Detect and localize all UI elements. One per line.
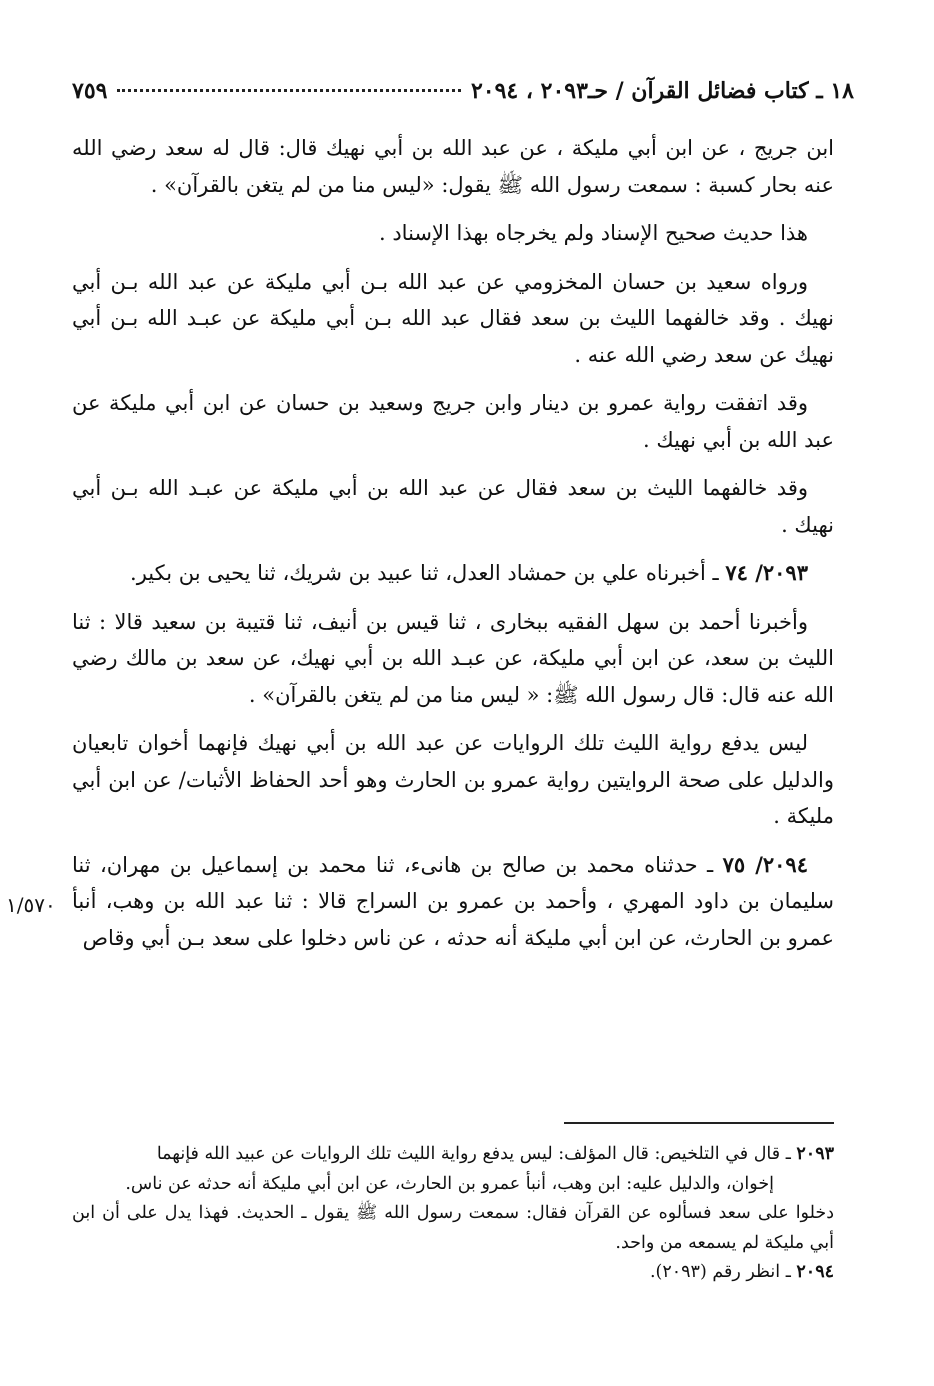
dotted-leader xyxy=(117,89,461,92)
footnotes xyxy=(72,1140,834,1288)
footnote-2094-text: ـ انظر رقم (٢٠٩٣). xyxy=(649,1262,797,1282)
chapter-title: ١٨ ـ كتاب فضائل القرآن / حـ٢٠٩٣ ، ٢٠٩٤ xyxy=(470,78,854,104)
hadith-number-2093: ٢٠٩٣/ ٧٤ xyxy=(725,560,808,585)
footnote-2094 xyxy=(72,1258,834,1288)
main-text xyxy=(72,130,834,968)
paragraph-5: وقد خالفهما الليث بن سعد فقال عن عبد الله بن أبي مليكة عن عبـد الله بـن أبي نهيك . xyxy=(72,476,834,537)
footnote-number-2094: ٢٠٩٤ xyxy=(796,1262,834,1282)
margin-volume-page-note: ١/٥٧٠ xyxy=(6,893,56,917)
paragraph-8: ليس يدفع رواية الليث تلك الروايات عن عبد الله بن أبي نهيك فإنهما أخوان تابعيان والدليل على صحة الروايتين رواية عمرو بن الحارث وهو أحد الحفاظ الأثبات/ عن ابن أبي مليكة . xyxy=(72,731,834,828)
hadith-number-2094: ٢٠٩٤/ ٧٥ xyxy=(722,851,808,877)
hadith-2094 xyxy=(72,847,834,957)
footnote-2093-line-1: ـ قال في التلخيص: قال المؤلف: ليس يدفع رواية الليث تلك الروايات عن عبيد الله فإنهما xyxy=(156,1144,797,1164)
paragraph-7: وأخبرنا أحمد بن سهل الفقيه ببخارى ، ثنا قيس بن أنيف، ثنا قتيبة بن سعيد قالا : ثنا الليث بن سعد، عن ابن أبي مليكة، عن عبـد الله بن أبي نهيك، عن سعد بن مالك رضي الله عنه قال: قال رسول الله ﷺ: « ليس منا من لم يتغن بالقرآن» . xyxy=(72,609,834,707)
page-number: ٧٥٩ xyxy=(72,78,108,104)
footnote-2093-line-2: إخوان، والدليل عليه: ابن وهب، أنبأ عمرو بن الحارث، عن ابن أبي مليكة أنه حدثه عن ناس. xyxy=(125,1173,774,1194)
paragraph-1: ابن جريج ، عن ابن أبي مليكة ، عن عبد الله بن أبي نهيك قال: قال له سعد رضي الله عنه بحار كسبة : سمعت رسول الله ﷺ يقول: «ليس منا من لم يتغن بالقرآن» . xyxy=(72,136,834,197)
footnote-number-2093: ٢٠٩٣ xyxy=(796,1144,834,1164)
footnote-separator xyxy=(564,1122,834,1124)
footnote-2093-line-3: دخلوا على سعد فسألوه عن القرآن فقال: سمعت رسول الله ﷺ يقول ـ الحديث. فهذا يدل على أن ابن أبي مليكة لم يسمعه من واحد. xyxy=(72,1203,834,1253)
running-header xyxy=(72,78,854,114)
footnote-2093 xyxy=(72,1140,834,1170)
paragraph-4: وقد اتفقت رواية عمرو بن دينار وابن جريج وسعيد بن حسان عن ابن أبي مليكة عن عبد الله بن أبي نهيك . xyxy=(72,391,834,452)
paragraph-2: هذا حديث صحيح الإسناد ولم يخرجاه بهذا الإسناد . xyxy=(378,221,808,245)
hadith-2093-text: ـ أخبرناه علي بن حمشاد العدل، ثنا عبيد بن شريك، ثنا يحيى بن بكير. xyxy=(130,561,726,585)
paragraph-3: ورواه سعيد بن حسان المخزومي عن عبد الله بـن أبي مليكة عن عبد الله بـن أبي نهيك . وقد خالفهما الليث بن سعد فقال عبد الله بـن أبي مليكة عن عبـد الله بـن أبي نهيك عن سعد رضي الله عنه . xyxy=(72,269,834,367)
hadith-2094-text: ـ حدثناه محمد بن صالح بن هانىء، ثنا محمد بن إسماعيل بن مهران، ثنا سليمان بن داود المهري ، وأحمد بن عمرو بن السراج قالا : ثنا عبد الله بن وهب، أنبأ عمرو بن الحارث، عن ابن أبي مليكة أنه حدثه ، عن ناس دخلوا على سعد بـن أبي وقاص xyxy=(72,852,834,950)
hadith-2093 xyxy=(72,555,834,592)
